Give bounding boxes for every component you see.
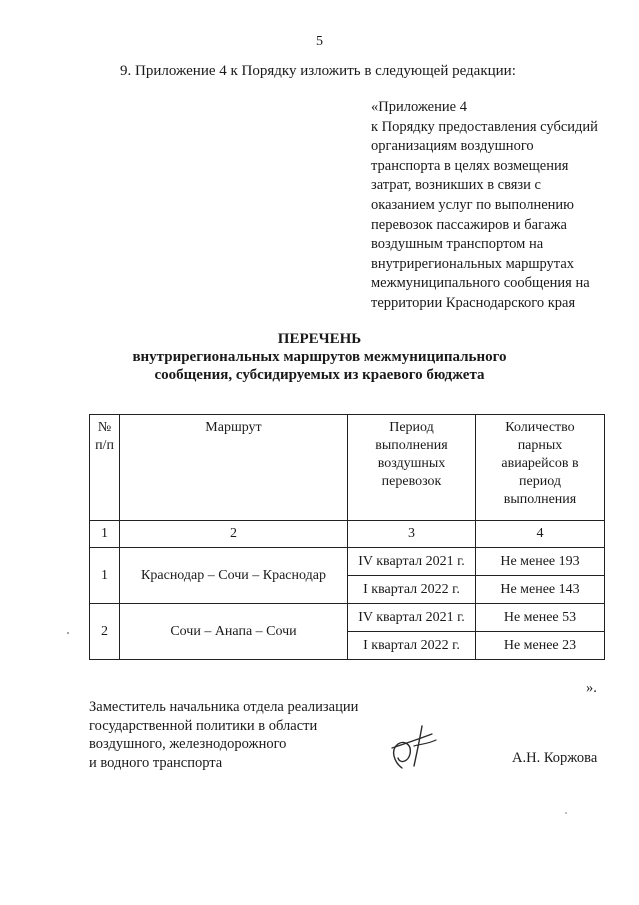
flights-cell: Не менее 143 <box>476 576 605 604</box>
appendix-line: затрат, возникших в связи с <box>371 177 541 194</box>
flights-cell: Не менее 193 <box>476 548 605 576</box>
period-cell: I квартал 2022 г. <box>348 632 476 660</box>
signer-title-line: государственной политики в области <box>89 717 318 734</box>
column-number: 3 <box>348 521 476 548</box>
flights-cell: Не менее 53 <box>476 604 605 632</box>
signer-title-line: воздушного, железнодорожного <box>89 736 287 752</box>
header-text: Период <box>389 420 434 435</box>
period-cell: IV квартал 2021 г. <box>348 604 476 632</box>
header-text: парных <box>517 438 563 453</box>
signer-title-line: Заместитель начальника отдела реализации <box>89 699 359 715</box>
header-text: воздушных <box>377 456 446 471</box>
table-header-row <box>90 415 605 521</box>
appendix-line: воздушным транспортом на <box>371 236 544 253</box>
appendix-line: территории Краснодарского края <box>371 294 576 311</box>
appendix-line: оказанием услуг по выполнению <box>371 196 574 213</box>
header-text: выполнения <box>375 438 448 453</box>
handwritten-signature <box>384 722 440 772</box>
appendix-reference <box>371 98 633 314</box>
row-number: 1 <box>90 548 120 604</box>
header-text: авиарейсов в <box>501 456 579 471</box>
header-text: выполнения <box>503 492 577 507</box>
header-text: Маршрут <box>205 420 262 435</box>
document-subtitle-line-2: сообщения, субсидируемых из краевого бюджета <box>154 367 485 383</box>
header-text: перевозок <box>381 474 442 489</box>
route-name: Краснодар – Сочи – Краснодар <box>120 548 348 604</box>
row-number: 2 <box>90 604 120 660</box>
period-cell: IV квартал 2021 г. <box>348 548 476 576</box>
signer-title-line: и водного транспорта <box>89 754 223 771</box>
scan-speck <box>565 812 567 814</box>
scan-speck <box>67 632 69 634</box>
header-text: п/п <box>95 438 114 453</box>
column-number: 2 <box>120 521 348 548</box>
page-number: 5 <box>316 34 323 49</box>
period-cell: I квартал 2022 г. <box>348 576 476 604</box>
header-flight-count <box>476 415 605 521</box>
document-subtitle-line-1: внутрирегиональных маршрутов межмуниципального <box>132 349 507 365</box>
amendment-item-text: 9. Приложение 4 к Порядку изложить в следующей редакции: <box>120 63 516 79</box>
appendix-line: внутрирегиональных маршрутах <box>371 255 575 272</box>
appendix-line: к Порядку предоставления субсидий <box>371 118 598 135</box>
signer-title <box>89 698 358 772</box>
flights-cell: Не менее 23 <box>476 632 605 660</box>
header-period <box>348 415 476 521</box>
header-text: период <box>519 474 561 489</box>
closing-quote-mark: ». <box>586 680 597 696</box>
routes-table <box>89 414 605 660</box>
header-number <box>90 415 120 521</box>
column-number: 1 <box>90 521 120 548</box>
document-title: ПЕРЕЧЕНЬ <box>277 331 362 347</box>
table-row <box>90 604 605 632</box>
appendix-line: перевозок пассажиров и багажа <box>371 216 567 233</box>
route-name: Сочи – Анапа – Сочи <box>120 604 348 660</box>
table-row <box>90 548 605 576</box>
signer-name: А.Н. Коржова <box>512 750 598 766</box>
appendix-line: транспорта в целях возмещения <box>371 157 569 174</box>
header-route <box>120 415 348 521</box>
appendix-line: «Приложение 4 <box>371 99 467 115</box>
column-number: 4 <box>476 521 605 548</box>
column-number-row <box>90 521 605 548</box>
header-text: № <box>97 420 112 435</box>
header-text: Количество <box>505 420 575 435</box>
appendix-line: межмуниципального сообщения на <box>371 275 590 292</box>
appendix-line: организациям воздушного <box>371 138 534 155</box>
